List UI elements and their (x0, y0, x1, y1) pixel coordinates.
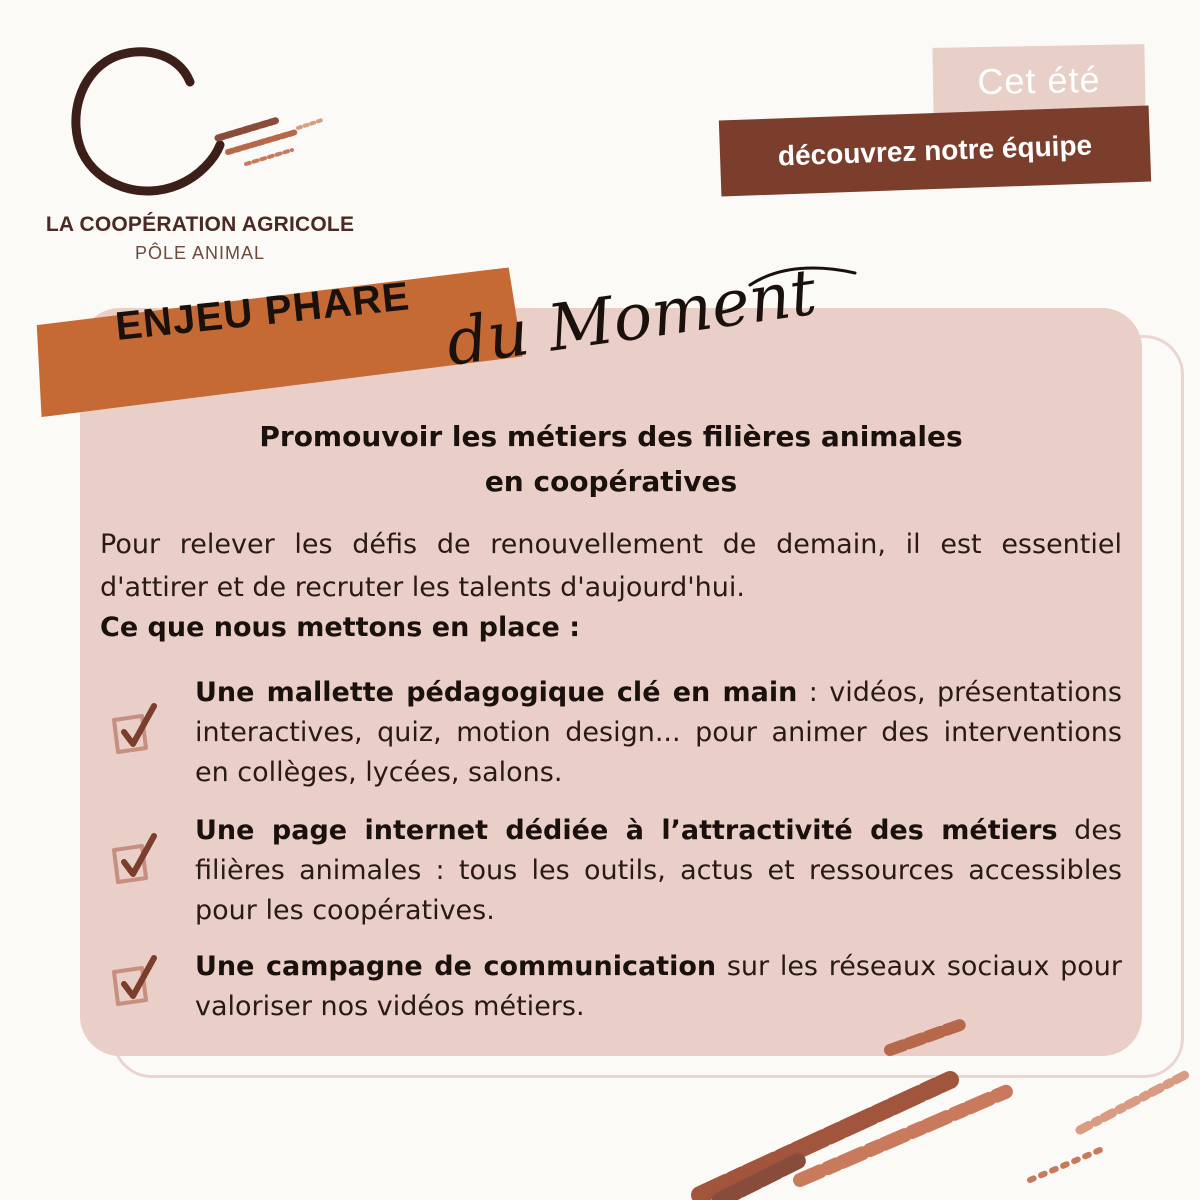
logo-name: LA COOPÉRATION AGRICOLE (45, 213, 355, 236)
script-title-text: du Moment (441, 255, 821, 381)
intro-paragraph: Pour relever les défis de renouvellement de demain, il est essentiel d'attirer et de recruter les talents d'aujourd'hui. (100, 529, 1122, 603)
logo-c-mark-icon (60, 40, 360, 210)
logo-subtitle: PÔLE ANIMAL (134, 243, 266, 263)
heading-line-1: Promouvoir les métiers des filières animales (259, 420, 963, 453)
list-item-text: des filières animales : tous les outils, actus et ressources accessibles pour les coopératives. (195, 815, 1122, 926)
checkbox-check-icon (106, 952, 166, 1012)
ribbon-title: ENJEU PHARE (113, 274, 412, 350)
list-item-title: Une campagne de communication (195, 951, 717, 982)
list-item-text: : vidéos, présentations interactives, quiz, motion design... pour animer des interventions en collèges, lycées, salons. (195, 677, 1122, 788)
list-item-text: sur les réseaux sociaux pour valoriser nos vidéos métiers. (195, 951, 1122, 1022)
decorative-strokes (680, 1010, 1200, 1200)
script-title (440, 245, 880, 395)
list-item-title: Une mallette pédagogique clé en main (195, 677, 798, 708)
checkbox-check-icon (106, 700, 166, 760)
section-heading (100, 414, 1122, 504)
logo (40, 40, 360, 280)
list-item-title: Une page internet dédiée à l’attractivité des métiers (195, 815, 1058, 846)
list-item (195, 673, 1122, 793)
heading-line-2: en coopératives (484, 465, 738, 498)
subheading: Ce que nous mettons en place : (100, 612, 581, 643)
team-tag: découvrez notre équipe (719, 106, 1151, 197)
checkbox-check-icon (106, 830, 166, 890)
season-tag: Cet été (932, 44, 1145, 118)
list-item (195, 811, 1122, 931)
